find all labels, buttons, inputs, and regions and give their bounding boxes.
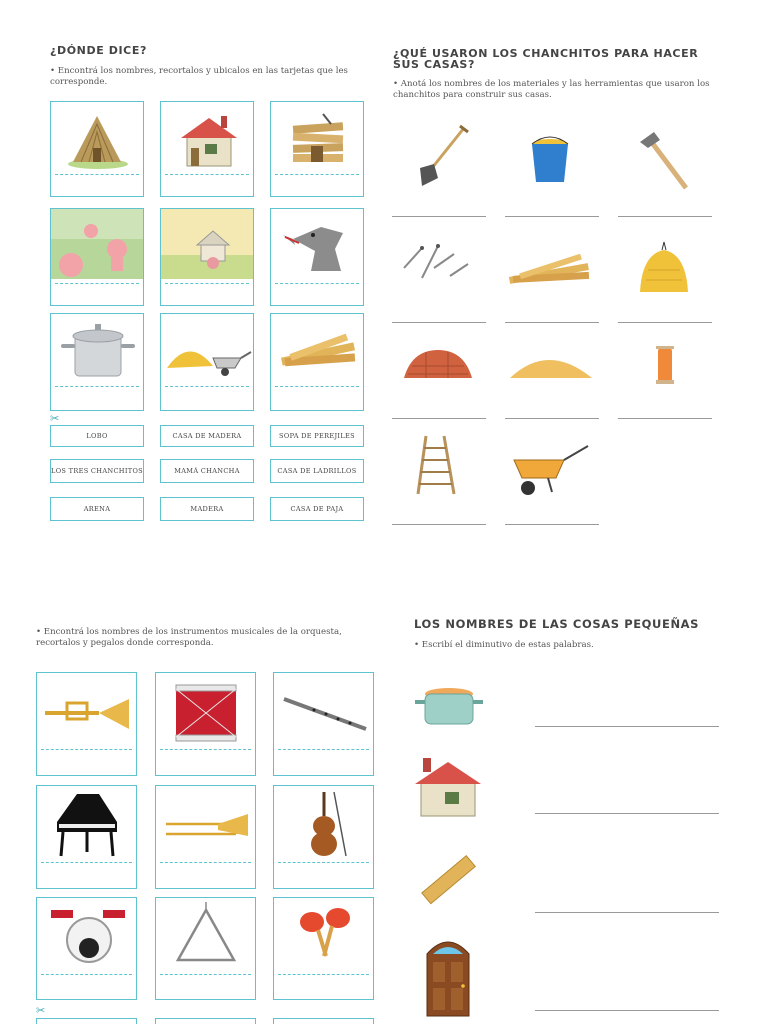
cut-label-partial bbox=[155, 1018, 256, 1024]
card-trombone[interactable] bbox=[155, 785, 256, 889]
wheelbarrow-icon bbox=[508, 442, 594, 498]
cut-label-mama-chancha[interactable]: MAMÁ CHANCHA bbox=[160, 459, 254, 483]
cut-label-partial bbox=[36, 1018, 137, 1024]
ladder-icon bbox=[414, 434, 464, 496]
write-line[interactable] bbox=[505, 418, 599, 419]
write-line[interactable] bbox=[392, 524, 486, 525]
write-line[interactable] bbox=[618, 418, 712, 419]
section1-instruction: • Encontrá los nombres, recortalos y ubicalos en las tarjetas que les corresponde. bbox=[50, 66, 348, 87]
scissors-icon: ✂ bbox=[36, 1004, 46, 1017]
card-bass-drum[interactable] bbox=[36, 897, 137, 1000]
card-maracas[interactable] bbox=[273, 897, 374, 1000]
mother-pig-scene-icon bbox=[161, 209, 253, 279]
bass-drum-icon bbox=[37, 898, 138, 974]
cut-label-casa-de-madera[interactable]: CASA DE MADERA bbox=[160, 425, 254, 447]
small-plank-icon bbox=[416, 852, 478, 912]
card-trumpet[interactable] bbox=[36, 672, 137, 776]
write-line[interactable] bbox=[535, 726, 719, 727]
cut-label-casa-de-paja[interactable]: CASA DE PAJA bbox=[270, 497, 364, 521]
write-line[interactable] bbox=[392, 322, 486, 323]
section2-title: ¿QUÉ USARON LOS CHANCHITOS PARA HACER SUS CASAS? bbox=[393, 47, 699, 71]
cut-label-los-tres-chanchitos[interactable]: LOS TRES CHANCHITOS bbox=[50, 459, 144, 483]
door-icon bbox=[425, 934, 471, 1018]
write-line[interactable] bbox=[392, 216, 486, 217]
cut-label-lobo[interactable]: LOBO bbox=[50, 425, 144, 447]
section3-instruction: • Encontrá los nombres de los instrumentos musicales de la orquesta, recortalos y pegalos donde corresponda. bbox=[36, 627, 342, 648]
cut-label-partial bbox=[273, 1018, 374, 1024]
cut-label-arena[interactable]: ARENA bbox=[50, 497, 144, 521]
write-line[interactable] bbox=[618, 216, 712, 217]
section4-title: LOS NOMBRES DE LAS COSAS PEQUEÑAS bbox=[414, 617, 700, 631]
write-line[interactable] bbox=[618, 322, 712, 323]
bricks-icon bbox=[402, 344, 474, 384]
drum-icon bbox=[156, 673, 257, 749]
card-dashed-line bbox=[41, 974, 132, 975]
card-dashed-line bbox=[55, 386, 139, 387]
card-violin[interactable] bbox=[273, 785, 374, 889]
card-wood-house[interactable] bbox=[270, 101, 364, 197]
card-dashed-line bbox=[278, 974, 369, 975]
thread-spool-icon bbox=[654, 344, 676, 386]
flute-icon bbox=[274, 673, 375, 749]
card-dashed-line bbox=[275, 386, 359, 387]
card-dashed-line bbox=[55, 174, 139, 175]
cut-label-casa-de-ladrillos[interactable]: CASA DE LADRILLOS bbox=[270, 459, 364, 483]
violin-icon bbox=[274, 786, 375, 862]
card-pigs-scene[interactable] bbox=[50, 208, 144, 306]
card-brick-house[interactable] bbox=[160, 101, 254, 197]
card-dashed-line bbox=[165, 174, 249, 175]
card-dashed-line bbox=[275, 174, 359, 175]
sand-wheelbarrow-icon bbox=[161, 314, 255, 384]
card-wolf[interactable] bbox=[270, 208, 364, 306]
wolf-icon bbox=[271, 209, 365, 279]
trumpet-icon bbox=[37, 673, 138, 749]
nails-icon bbox=[398, 238, 474, 284]
write-line[interactable] bbox=[535, 1010, 719, 1011]
card-piano[interactable] bbox=[36, 785, 137, 889]
cooking-pot-icon bbox=[51, 314, 145, 384]
wood-house-icon bbox=[271, 102, 365, 172]
write-line[interactable] bbox=[535, 813, 719, 814]
card-dashed-line bbox=[160, 749, 251, 750]
wood-planks-icon bbox=[505, 252, 595, 288]
cut-label-sopa-de-perejiles[interactable]: SOPA DE PEREJILES bbox=[270, 425, 364, 447]
cut-label-madera[interactable]: MADERA bbox=[160, 497, 254, 521]
card-dashed-line bbox=[278, 862, 369, 863]
card-mother-pig-scene[interactable] bbox=[160, 208, 254, 306]
card-dashed-line bbox=[275, 283, 359, 284]
shovel-icon bbox=[410, 124, 470, 190]
bucket-icon bbox=[525, 134, 575, 186]
section2-instruction: • Anotá los nombres de los materiales y las herramientas que usaron los chanchitos para construir sus casas. bbox=[393, 79, 710, 100]
write-line[interactable] bbox=[505, 216, 599, 217]
maracas-icon bbox=[274, 898, 375, 974]
card-straw-house[interactable] bbox=[50, 101, 144, 197]
write-line[interactable] bbox=[535, 912, 719, 913]
hay-stack-icon bbox=[636, 240, 692, 296]
piano-icon bbox=[37, 786, 138, 862]
card-dashed-line bbox=[55, 283, 139, 284]
card-dashed-line bbox=[41, 749, 132, 750]
card-dashed-line bbox=[278, 749, 369, 750]
card-dashed-line bbox=[160, 974, 251, 975]
card-drum[interactable] bbox=[155, 672, 256, 776]
card-dashed-line bbox=[165, 283, 249, 284]
section1-title: ¿DÓNDE DICE? bbox=[50, 44, 147, 57]
write-line[interactable] bbox=[505, 524, 599, 525]
card-dashed-line bbox=[165, 386, 249, 387]
section4-instruction: • Escribí el diminutivo de estas palabras. bbox=[414, 640, 594, 650]
card-cooking-pot[interactable] bbox=[50, 313, 144, 411]
triangle-icon bbox=[156, 898, 257, 974]
straw-house-icon bbox=[51, 102, 145, 172]
write-line[interactable] bbox=[392, 418, 486, 419]
card-dashed-line bbox=[160, 862, 251, 863]
small-house-icon bbox=[415, 758, 481, 816]
card-wood-planks[interactable] bbox=[270, 313, 364, 411]
trombone-icon bbox=[156, 786, 257, 862]
hammer-icon bbox=[636, 130, 692, 192]
small-pot-icon bbox=[413, 680, 485, 730]
card-dashed-line bbox=[41, 862, 132, 863]
wood-planks-icon bbox=[271, 314, 365, 384]
card-triangle[interactable] bbox=[155, 897, 256, 1000]
write-line[interactable] bbox=[505, 322, 599, 323]
scissors-icon: ✂ bbox=[50, 412, 60, 425]
card-flute[interactable] bbox=[273, 672, 374, 776]
pigs-scene-icon bbox=[51, 209, 143, 279]
sand-pile-icon bbox=[508, 346, 594, 382]
card-sand-wheelbarrow[interactable] bbox=[160, 313, 254, 411]
brick-house-icon bbox=[161, 102, 255, 172]
